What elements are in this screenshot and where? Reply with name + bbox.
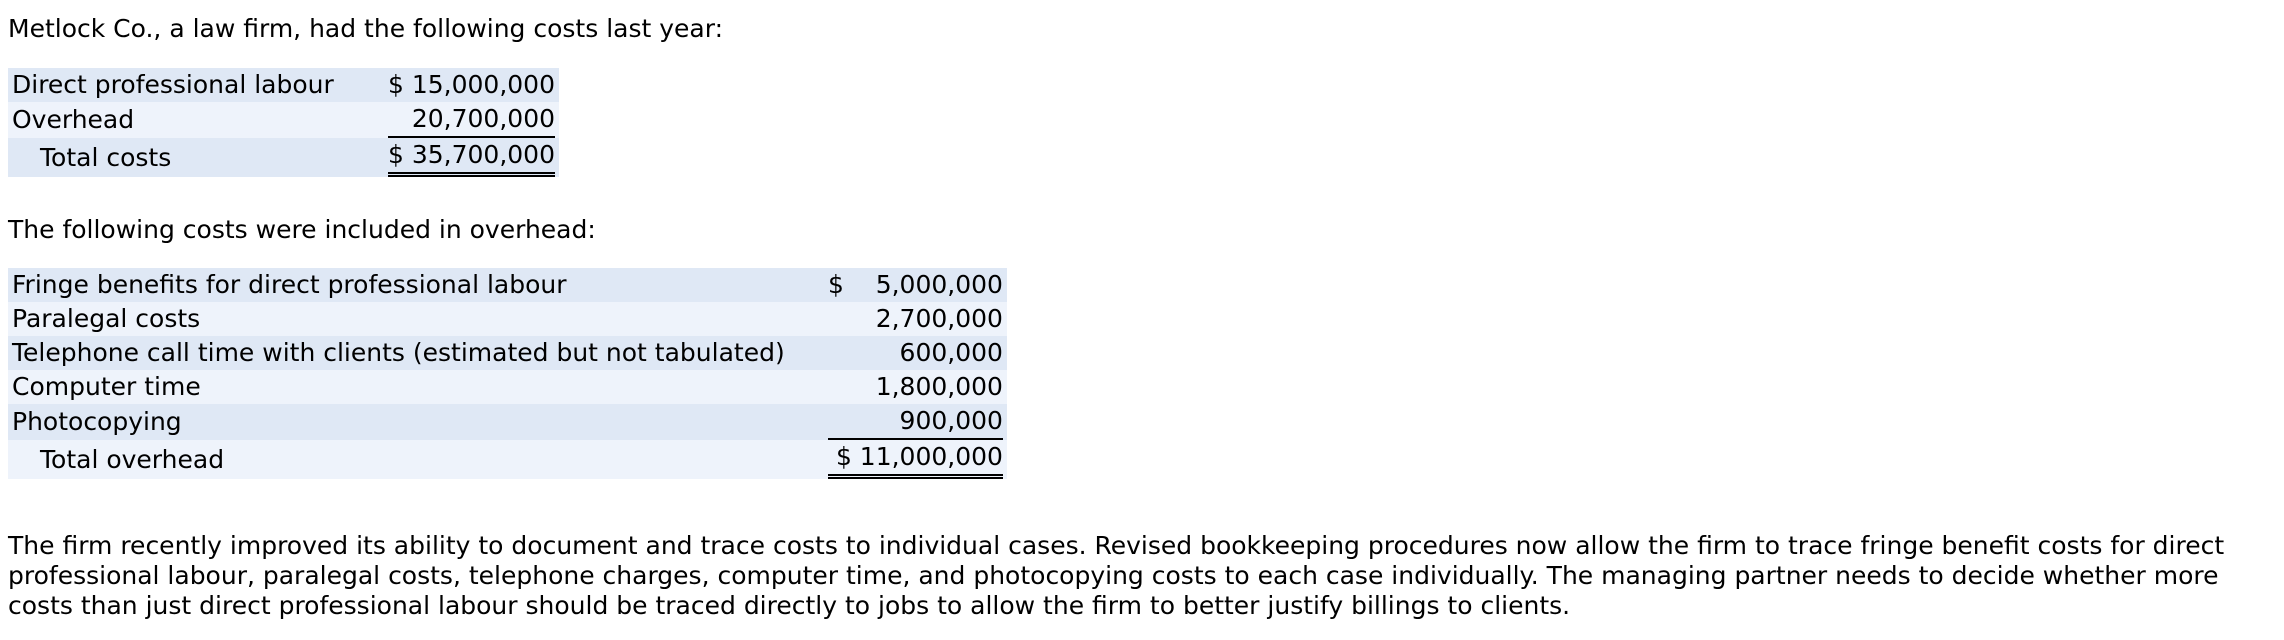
table-row bbox=[8, 68, 559, 102]
row-amount: 600,000 bbox=[824, 336, 1007, 370]
row-label: Paralegal costs bbox=[8, 302, 824, 336]
table-row bbox=[8, 302, 1007, 336]
row-amount: $ 15,000,000 bbox=[384, 68, 559, 102]
total-amount: $ 35,700,000 bbox=[384, 138, 559, 177]
row-amount: 1,800,000 bbox=[824, 370, 1007, 404]
total-label: Total overhead bbox=[8, 440, 824, 479]
row-label: Overhead bbox=[8, 102, 384, 138]
total-amount: $ 11,000,000 bbox=[824, 440, 1007, 479]
row-amount: 20,700,000 bbox=[384, 102, 559, 138]
row-amount: 900,000 bbox=[824, 404, 1007, 440]
row-amount: $ 5,000,000 bbox=[824, 268, 1007, 302]
row-label: Fringe benefits for direct professional labour bbox=[8, 268, 824, 302]
row-amount: 2,700,000 bbox=[824, 302, 1007, 336]
table-row bbox=[8, 404, 1007, 440]
total-row bbox=[8, 440, 1007, 479]
table-row bbox=[8, 336, 1007, 370]
row-label: Photocopying bbox=[8, 404, 824, 440]
total-row bbox=[8, 138, 559, 177]
table-row bbox=[8, 370, 1007, 404]
closing-text: The firm recently improved its ability to document and trace costs to individual cases. Revised bookkeeping procedures now allow the firm to trace fringe benefit costs for direct professional labour, paralegal costs, telephone charges, computer time, and photocopying costs to each case individually. The managing partner needs to decide whether more costs than just direct professional labour should be traced directly to jobs to allow the firm to better justify billings to clients. bbox=[8, 531, 2225, 620]
table-row bbox=[8, 102, 559, 138]
overhead-table bbox=[8, 268, 1007, 479]
total-label: Total costs bbox=[8, 138, 384, 177]
row-label: Direct professional labour bbox=[8, 68, 384, 102]
row-label: Telephone call time with clients (estimated but not tabulated) bbox=[8, 336, 824, 370]
intro-text: Metlock Co., a law firm, had the following costs last year: bbox=[8, 14, 724, 43]
overhead-intro-text: The following costs were included in overhead: bbox=[8, 215, 596, 244]
costs-table bbox=[8, 68, 559, 177]
row-label: Computer time bbox=[8, 370, 824, 404]
table-row bbox=[8, 268, 1007, 302]
